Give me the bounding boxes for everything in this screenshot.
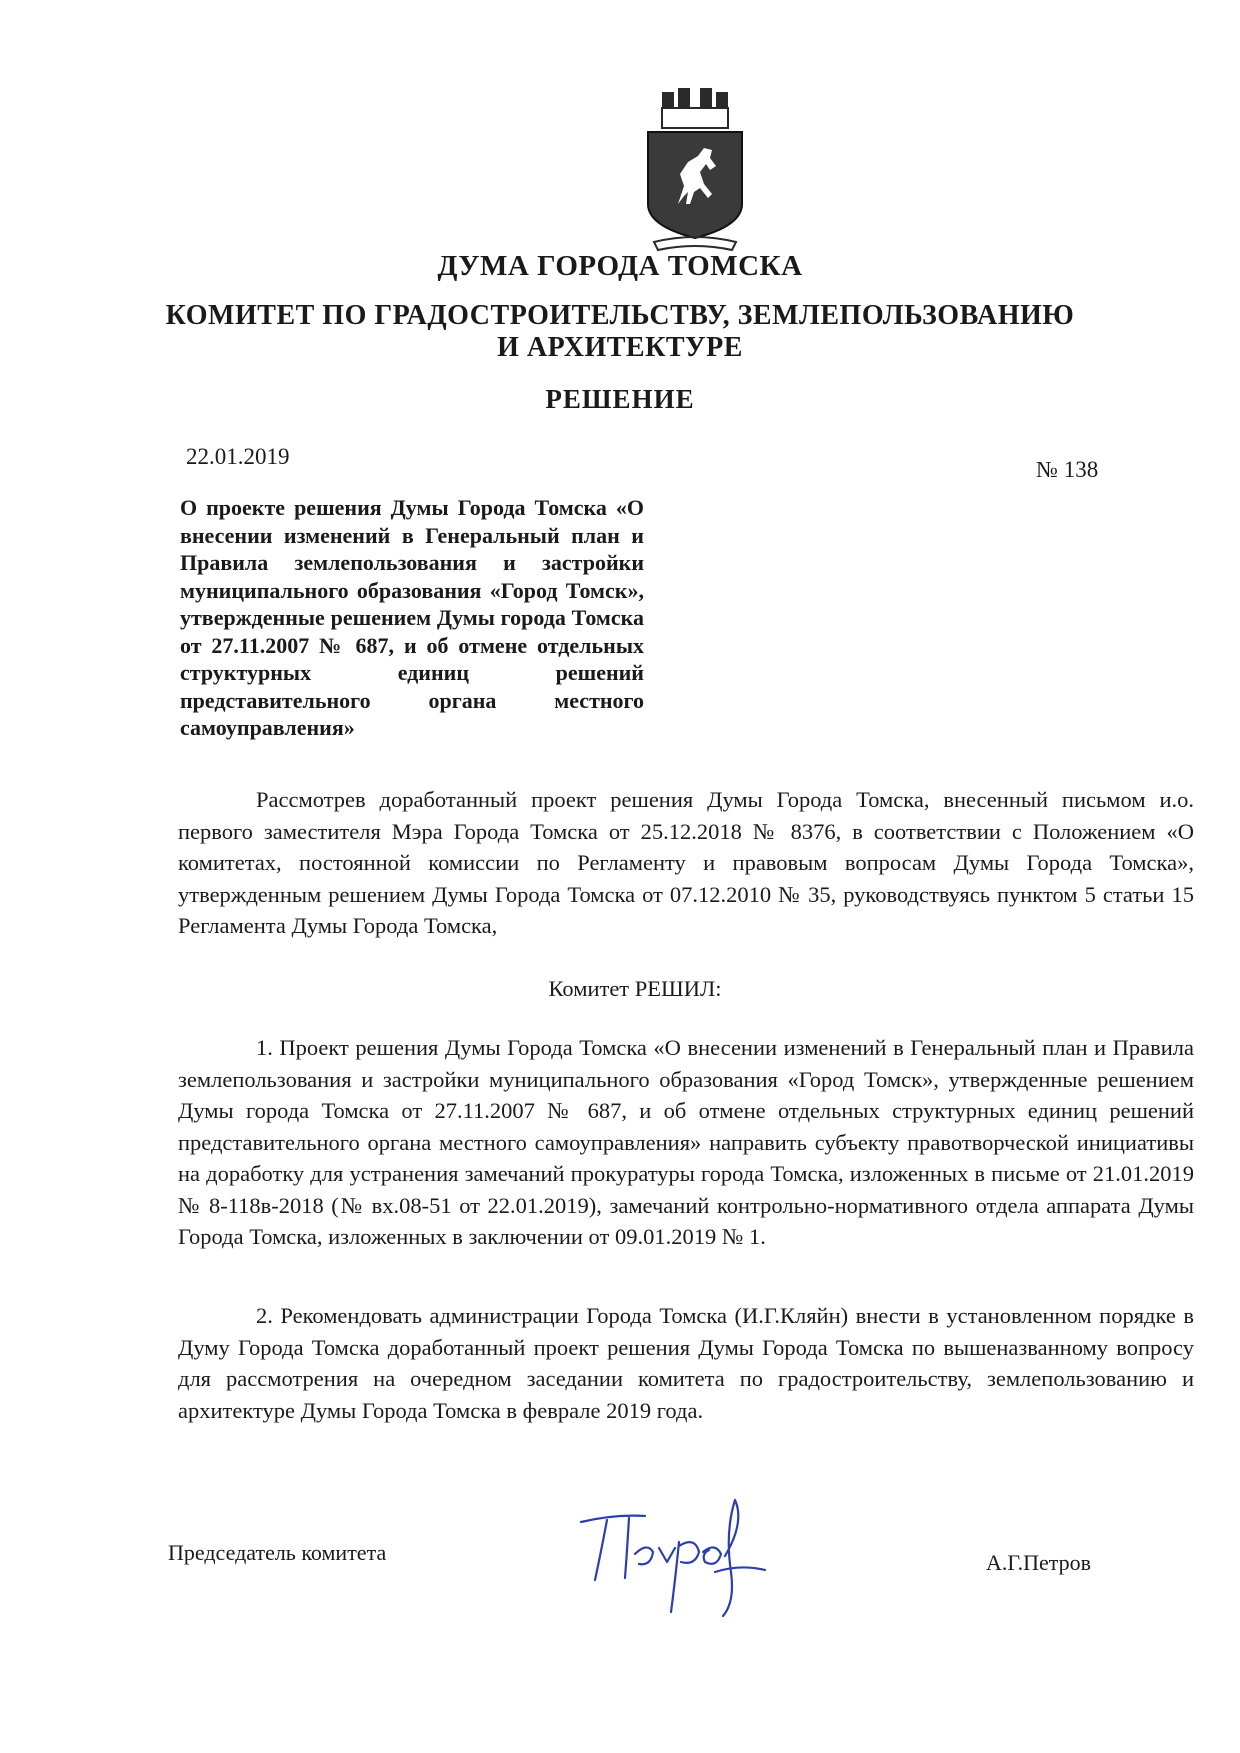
decision-item-2: [178, 1300, 1194, 1426]
decision-number: № 138: [1036, 457, 1099, 482]
decision-date: 22.01.2019: [186, 444, 290, 469]
preamble-paragraph: Рассмотрев доработанный проект решения Думы Города Томска, внесенный письмом и.о. первого заместителя Мэра Города Томска от 25.12.2018 № 8376, в соответствии с Положением «О комитетах, постоянной комиссии по Регламенту и правовым вопросам Думы Города Томска», утвержденным решением Думы Города Томска от 07.12.2010 № 35, руководствуясь пунктом 5 статьи 15 Регламента Думы Города Томска,: [178, 787, 1194, 938]
committee-name-line-2: И АРХИТЕКТУРЕ: [497, 332, 743, 363]
document-type-title: РЕШЕНИЕ: [545, 384, 695, 414]
signatory-position: Председатель комитета: [168, 1540, 387, 1565]
city-coat-of-arms-icon: [640, 86, 750, 254]
handwritten-signature-icon: [575, 1492, 775, 1622]
decision-item-text: 1. Проект решения Думы Города Томска «О внесении изменений в Генеральный план и Правила землепользования и застройки муниципального образования «Город Томск», утвержденные решением Думы города Томска от 27.11.2007 № 687, и об отмене отдельных структурных единиц решений представительного органа местного самоуправления» направить субъекту правотворческой инициативы на доработку для устранения замечаний прокуратуры города Томска, изложенных в письме от 21.01.2019 № 8-118в-2018 (№ вх.08-51 от 22.01.2019), замечаний контрольно-нормативного отдела аппарата Думы Города Томска, изложенных в заключении от 09.01.2019 № 1.: [178, 1035, 1194, 1249]
decision-item-text: 2. Рекомендовать администрации Города Томска (И.Г.Кляйн) внести в установленном порядке в Думу Города Томска доработанный проект решения Думы Города Томска по вышеназванному вопросу для рассмотрения на очередном заседании комитета по градостроительству, землепользованию и архитектуре Думы Города Томска в феврале 2019 года.: [178, 1303, 1194, 1423]
committee-name-line-1: КОМИТЕТ ПО ГРАДОСТРОИТЕЛЬСТВУ, ЗЕМЛЕПОЛЬЗОВАНИЮ: [165, 300, 1075, 331]
organization-name: ДУМА ГОРОДА ТОМСКА: [437, 250, 803, 282]
decision-subject: О проекте решения Думы Города Томска «О внесении изменений в Генеральный план и Правила землепользования и застройки муниципального образования «Город Томск», утвержденные решением Думы города Томска от 27.11.2007 № 687, и об отмене отдельных структурных единиц решений представительного органа местного самоуправления»: [180, 495, 644, 740]
decision-item-1: [178, 1032, 1194, 1253]
decided-heading: Комитет РЕШИЛ:: [548, 976, 722, 1001]
signatory-name: А.Г.Петров: [986, 1550, 1092, 1575]
preamble: [178, 784, 1194, 942]
